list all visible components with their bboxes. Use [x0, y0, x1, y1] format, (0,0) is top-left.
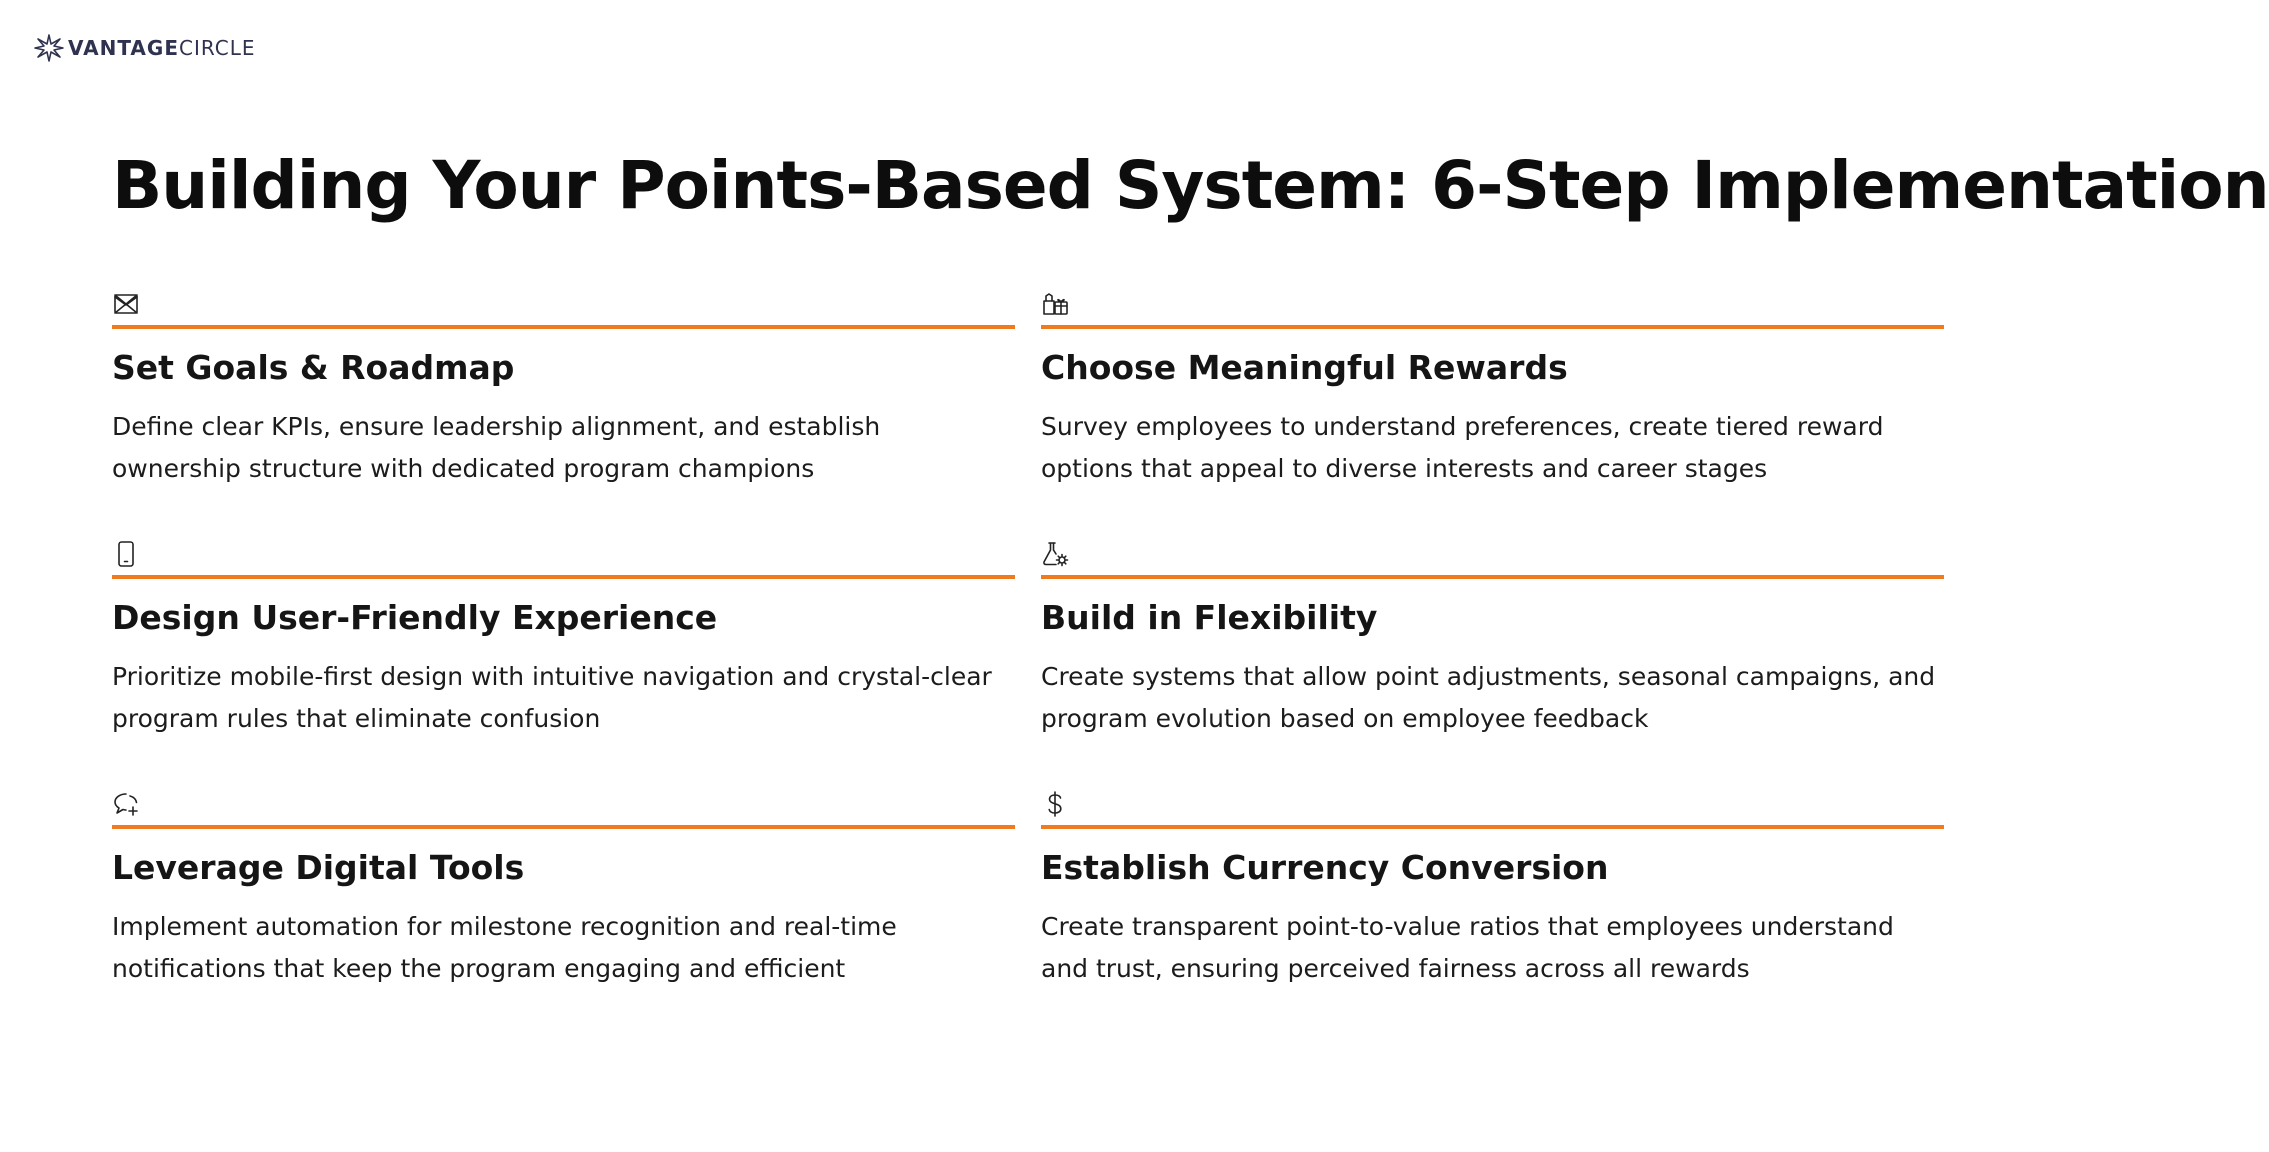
mail-x-icon — [112, 290, 140, 318]
step-divider — [1041, 825, 1944, 829]
step-icon-wrapper — [112, 784, 1015, 818]
logo-bold-text: VANTAGE — [68, 36, 179, 60]
step-icon-wrapper — [1041, 784, 1944, 818]
step-description: Define clear KPIs, ensure leadership alignment, and establish ownership structure with dedicated program champions — [112, 412, 881, 484]
step-description: Prioritize mobile-first design with intuitive navigation and crystal-clear program rules that eliminate confusion — [112, 662, 992, 734]
step-card-set-goals — [112, 284, 1015, 534]
step-card-digital-tools — [112, 784, 1015, 1034]
step-divider — [112, 325, 1015, 329]
step-title: Establish Currency Conversion — [1041, 848, 1609, 887]
flask-gear-icon — [1041, 540, 1069, 568]
page-title: Building Your Points-Based System: 6-Step Implementation — [112, 147, 2269, 224]
step-icon-wrapper — [1041, 534, 1944, 568]
starburst-logo-icon — [34, 33, 64, 63]
logo-wordmark — [68, 36, 256, 60]
dollar-sign-icon — [1041, 790, 1069, 818]
step-title: Leverage Digital Tools — [112, 848, 525, 887]
step-card-currency-conversion — [1041, 784, 1944, 1034]
step-title: Choose Meaningful Rewards — [1041, 348, 1568, 387]
step-icon-wrapper — [112, 284, 1015, 318]
step-description: Survey employees to understand preferences, create tiered reward options that appeal to diverse interests and career stages — [1041, 412, 1884, 484]
smartphone-icon — [112, 540, 140, 568]
step-description: Implement automation for milestone recognition and real-time notifications that keep the program engaging and efficient — [112, 912, 897, 984]
step-title: Design User-Friendly Experience — [112, 598, 718, 637]
vantage-circle-logo — [34, 30, 256, 66]
step-divider — [112, 825, 1015, 829]
step-title: Set Goals & Roadmap — [112, 348, 515, 387]
step-description: Create transparent point-to-value ratios that employees understand and trust, ensuring perceived fairness across all rewards — [1041, 912, 1894, 984]
step-icon-wrapper — [1041, 284, 1944, 318]
logo-light-text: CIRCLE — [178, 36, 256, 60]
step-title: Build in Flexibility — [1041, 598, 1378, 637]
step-card-choose-rewards — [1041, 284, 1944, 534]
step-divider — [112, 575, 1015, 579]
step-divider — [1041, 575, 1944, 579]
steps-grid — [112, 284, 1944, 1034]
step-description: Create systems that allow point adjustments, seasonal campaigns, and program evolution based on employee feedback — [1041, 662, 1936, 734]
step-divider — [1041, 325, 1944, 329]
step-icon-wrapper — [112, 534, 1015, 568]
gift-shop-icon — [1041, 290, 1069, 318]
step-card-build-flexibility — [1041, 534, 1944, 784]
message-sparkle-icon — [112, 790, 140, 818]
step-card-design-experience — [112, 534, 1015, 784]
